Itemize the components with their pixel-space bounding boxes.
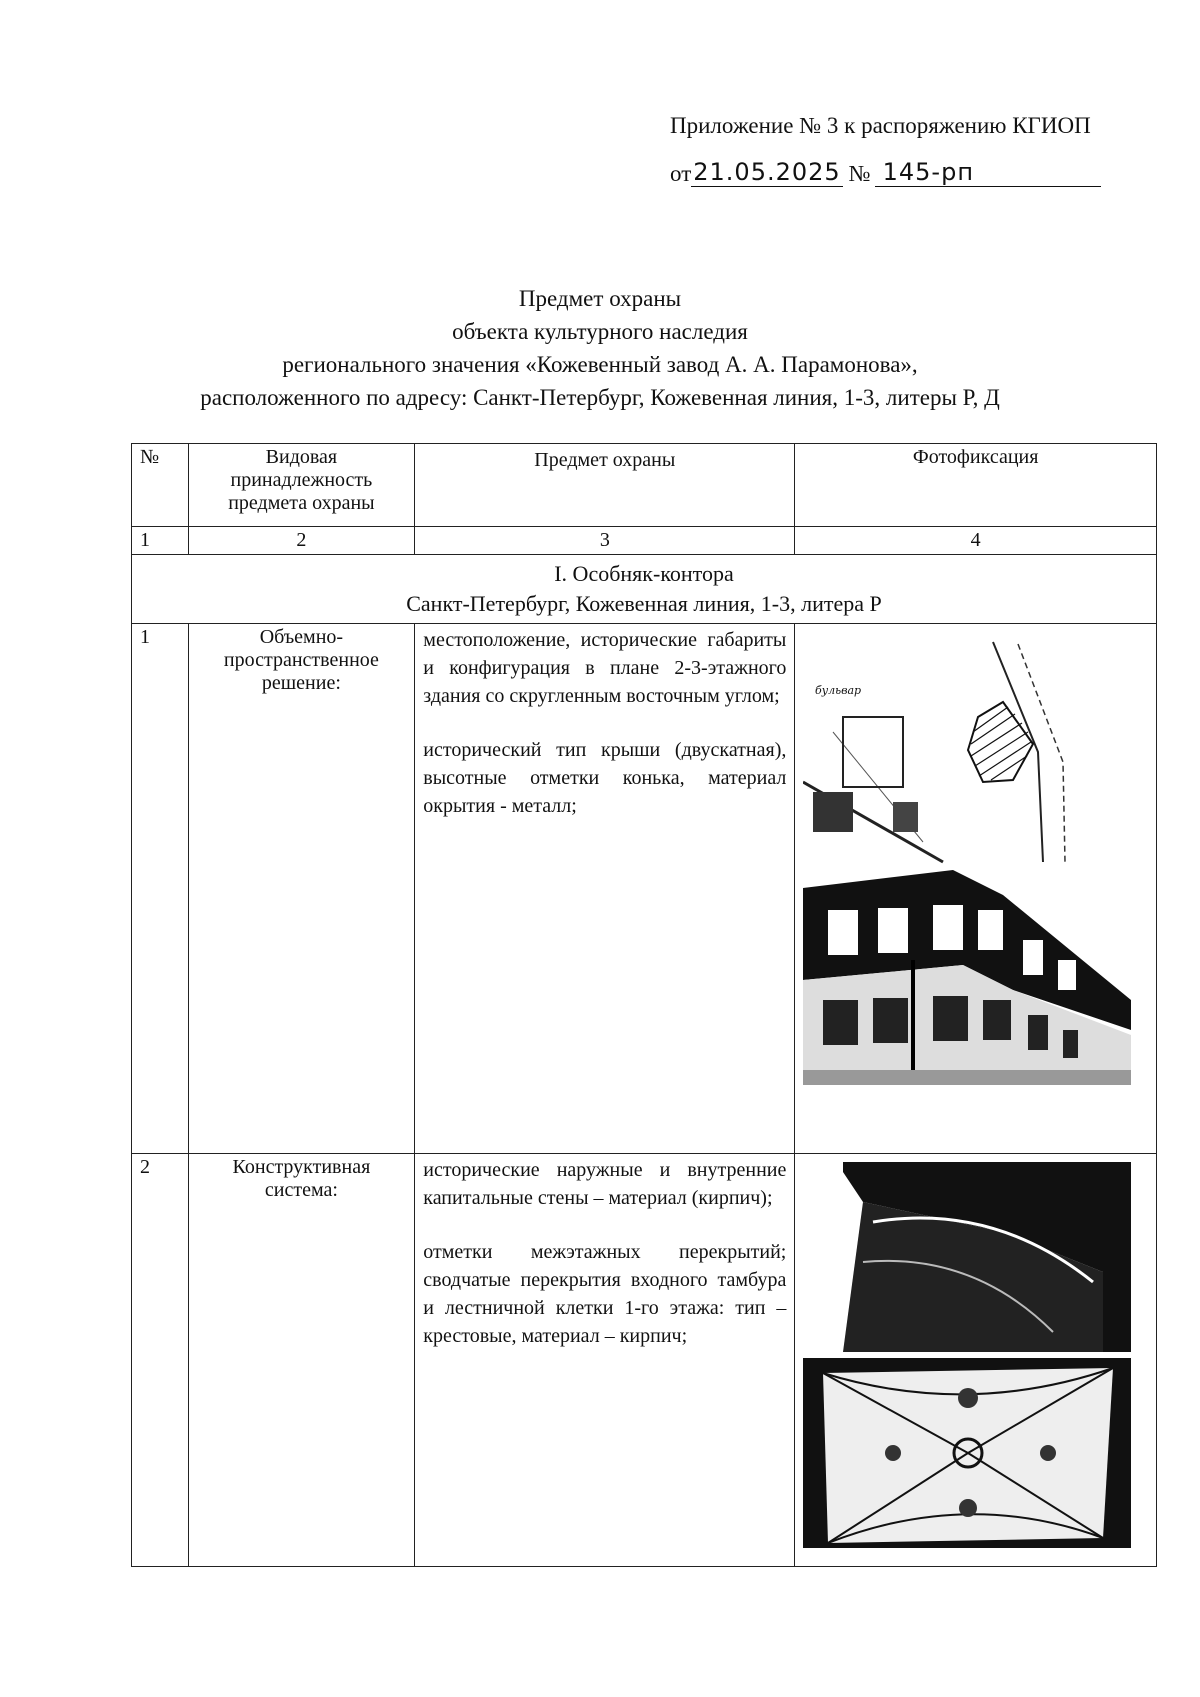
document-title: [0, 282, 1200, 414]
table-row: [132, 624, 1157, 1154]
order-date: 21.05.2025: [693, 158, 841, 186]
row-photos: [795, 1154, 1157, 1567]
map-label: бульвар: [815, 684, 862, 697]
registration-line: [670, 158, 1101, 187]
section-heading: [132, 555, 1157, 624]
col-number: 2: [188, 527, 415, 555]
row-subject: [415, 624, 795, 1154]
title-line: регионального значения «Кожевенный завод А. А. Парамонова»,: [282, 352, 918, 377]
table-row: [132, 1154, 1157, 1567]
table-header-row: [132, 444, 1157, 527]
subject-paragraph: местоположение, исторические габариты и конфигурация в плане 2-3-этажного здания со скругленным восточным углом;: [423, 629, 787, 707]
row-type: Конструктивная система:: [188, 1154, 415, 1567]
section-address: Санкт-Петербург, Кожевенная линия, 1-3, литера Р: [406, 591, 882, 616]
order-number: 145-рп: [875, 158, 1101, 187]
number-prefix: №: [848, 161, 871, 186]
header-num: №: [132, 444, 189, 527]
title-line: расположенного по адресу: Санкт-Петербург, Кожевенная линия, 1-3, литеры Р, Д: [200, 385, 1000, 410]
vault-photo-top: [803, 1162, 1148, 1352]
row-subject: [415, 1154, 795, 1567]
header-type: Видовая принадлежность предмета охраны: [188, 444, 415, 527]
row-type: Объемно-пространственное решение:: [188, 624, 415, 1154]
header-photo: Фотофиксация: [795, 444, 1157, 527]
column-number-row: [132, 527, 1157, 555]
subject-paragraph: исторический тип крыши (двускатная), высотные отметки конька, материал окрытия - металл;: [423, 739, 787, 817]
subject-paragraph: отметки межэтажных перекрытий; сводчатые перекрытия входного тамбура и лестничной клетки 1-го этажа: тип – крестовые, материал – кирпич;: [423, 1241, 787, 1347]
site-plan-image: [803, 632, 1148, 864]
col-number: 3: [415, 527, 795, 555]
row-photos: [795, 624, 1157, 1154]
subject-paragraph: исторические наружные и внутренние капитальные стены – материал (кирпич);: [423, 1159, 787, 1209]
title-line: Предмет охраны: [518, 286, 682, 311]
facade-photo: [803, 870, 1148, 1085]
col-number: 1: [132, 527, 189, 555]
from-prefix: от: [670, 161, 692, 186]
vault-photo-bottom: [803, 1358, 1148, 1548]
section-row: [132, 555, 1157, 624]
row-num: 1: [132, 624, 189, 1154]
col-number: 4: [795, 527, 1157, 555]
protection-table: [131, 443, 1157, 1567]
section-title: I. Особняк-контора: [554, 561, 734, 586]
title-line: объекта культурного наследия: [452, 319, 748, 344]
header-subject: Предмет охраны: [415, 444, 795, 527]
row-num: 2: [132, 1154, 189, 1567]
appendix-caption: Приложение № 3 к распоряжению КГИОП: [670, 113, 1091, 138]
